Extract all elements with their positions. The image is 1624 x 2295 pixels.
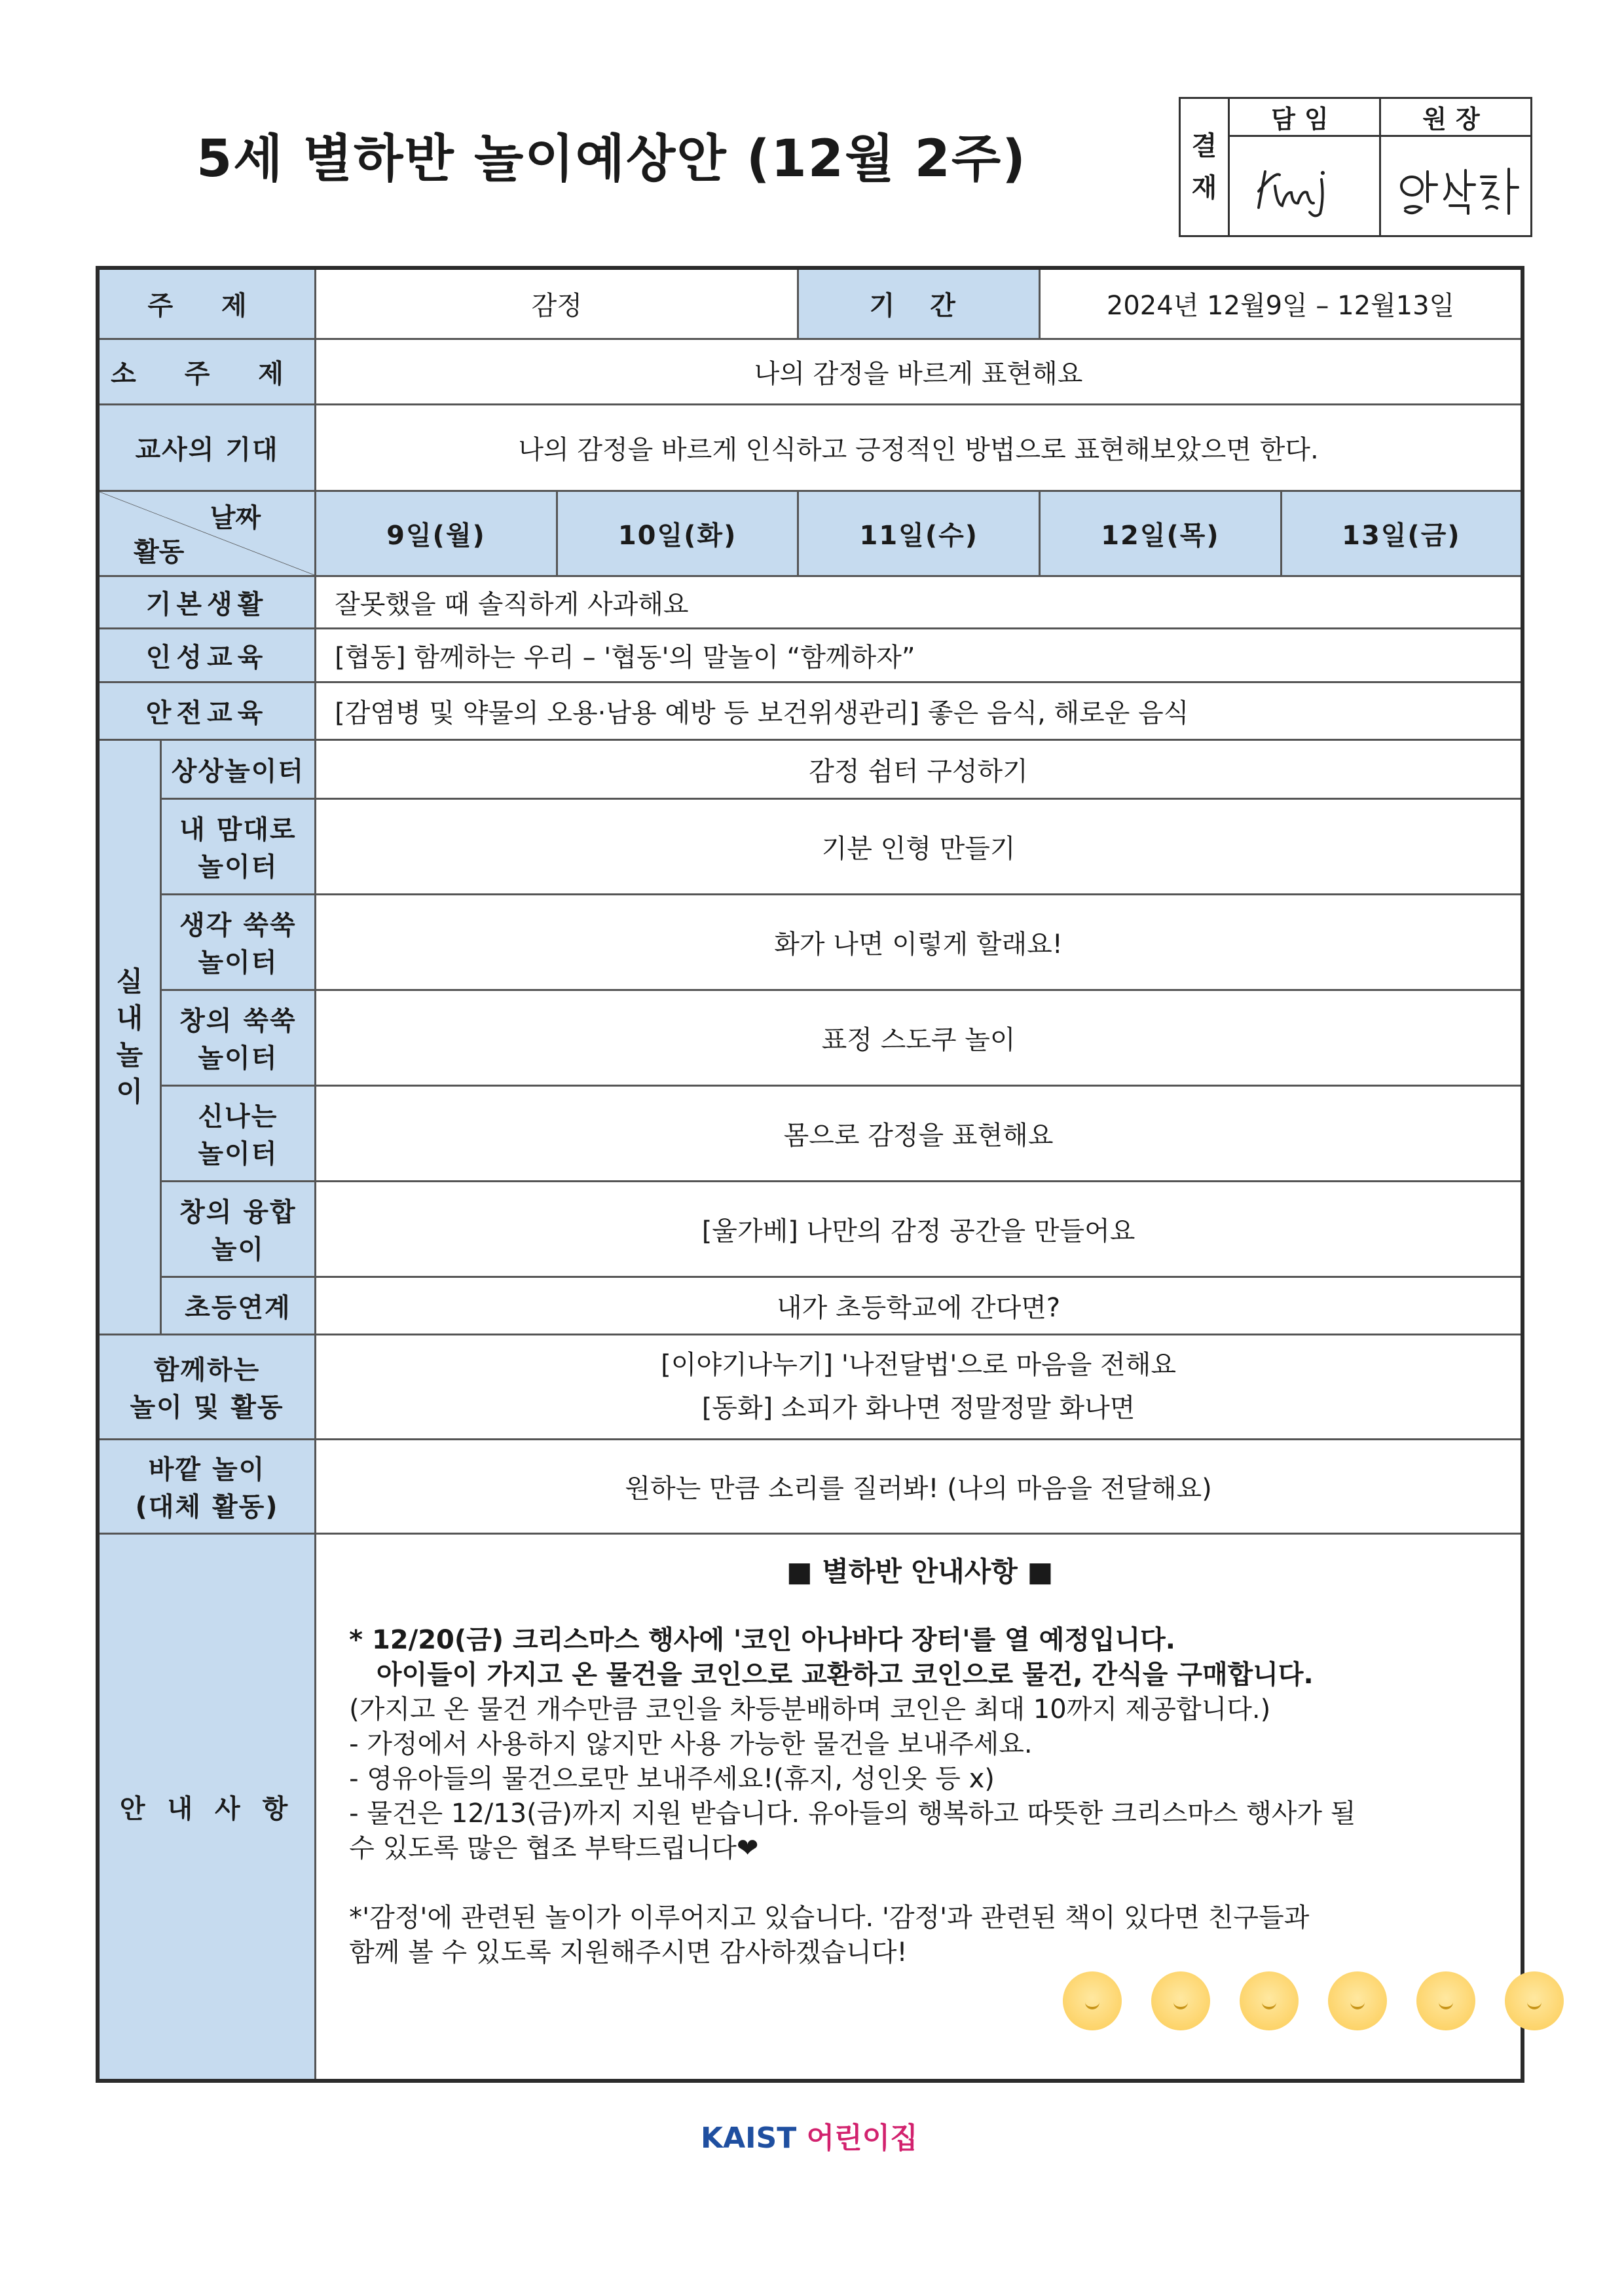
notice-closing-line: 함께 볼 수 있도록 지원해주시면 감사하겠습니다! — [349, 1937, 908, 1968]
smiley-icon — [1240, 1971, 1299, 2030]
indoor-label-char: 내 — [116, 1002, 143, 1034]
indoor-row-label — [160, 798, 315, 894]
together-label — [98, 1334, 316, 1439]
teacher-signature-icon — [1239, 145, 1370, 224]
together-label-line: 함께하는 — [153, 1355, 261, 1385]
safety-edu-label: 안전교육 — [98, 682, 316, 739]
indoor-row-value: 몸으로 감정을 표현해요 — [316, 1085, 1522, 1181]
smiley-icon — [1328, 1971, 1387, 2030]
safety-edu-value: [감염병 및 약물의 오용·남용 예방 등 보건위생관리] 좋은 음식, 해로운 음식 — [316, 682, 1522, 739]
indoor-row-label — [160, 1085, 315, 1181]
notice-line: - 가정에서 사용하지 않지만 사용 가능한 물건을 보내주세요. — [349, 1728, 1033, 1759]
smiley-icon — [1151, 1971, 1210, 2030]
notice-bold-line: * 12/20(금) 크리스마스 행사에 '코인 아나바다 장터'를 열 예정입니다. — [349, 1624, 1175, 1655]
indoor-row-label — [160, 990, 315, 1085]
notice-label: 안 내 사 항 — [98, 1533, 316, 2081]
day-header-3: 11일(수) — [798, 491, 1040, 576]
together-value-line: [동화] 소피가 화나면 정말정말 화나면 — [701, 1393, 1135, 1423]
indoor-row-label-line: 놀이터 — [198, 852, 278, 882]
indoor-row-value: 기분 인형 만들기 — [316, 798, 1522, 894]
date-activity-header — [98, 491, 316, 576]
theme-label: 주 제 — [98, 268, 316, 339]
character-edu-value: [협동] 함께하는 우리 – '협동'의 말놀이 “함께하자” — [316, 628, 1522, 682]
indoor-row-label-line: 놀이터 — [198, 1043, 278, 1073]
indoor-row-label — [160, 894, 315, 990]
indoor-row-value: 화가 나면 이렇게 할래요! — [316, 894, 1522, 990]
indoor-row-label-line: 놀이터 — [198, 1139, 278, 1169]
diagonal-line-icon — [100, 492, 314, 575]
date-label: 날짜 — [210, 502, 261, 533]
basic-life-label: 기본생활 — [98, 576, 316, 628]
indoor-row-label-line: 창의 융합 — [179, 1197, 297, 1227]
outdoor-label-line: (대체 활동) — [135, 1492, 279, 1522]
logo-daycare-text: 어린이집 — [806, 2121, 918, 2155]
notice-line: (가지고 온 물건 개수만큼 코인을 차등분배하며 코인은 최대 10까지 제공합니다.) — [349, 1694, 1271, 1725]
together-label-line: 놀이 및 활동 — [130, 1392, 284, 1423]
character-edu-label: 인성교육 — [98, 628, 316, 682]
logo-kaist-text: KAIST — [701, 2121, 797, 2155]
notice-title: ■ 별하반 안내사항 ■ — [786, 1555, 1054, 1588]
day-header-4: 12일(목) — [1040, 491, 1282, 576]
smiley-icon — [1416, 1971, 1475, 2030]
indoor-row-value: [울가베] 나만의 감정 공간을 만들어요 — [316, 1181, 1522, 1277]
director-signature — [1380, 136, 1532, 236]
notice-bold-line: 아이들이 가지고 온 물건을 코인으로 교환하고 코인으로 물건, 간식을 구매합니다. — [349, 1659, 1314, 1690]
teacher-signature — [1229, 136, 1380, 236]
notice-line: - 영유아들의 물건으로만 보내주세요!(휴지, 성인옷 등 x) — [349, 1763, 995, 1794]
lesson-plan-table — [96, 266, 1524, 2083]
approval-label-1: 결 — [1191, 131, 1217, 161]
together-value — [316, 1334, 1522, 1439]
indoor-row-label-line: 신나는 — [198, 1102, 278, 1132]
expectation-value: 나의 감정을 바르게 인식하고 긍정적인 방법으로 표현해보았으면 한다. — [316, 404, 1522, 491]
outdoor-label — [98, 1439, 316, 1533]
indoor-label-char: 놀 — [116, 1039, 143, 1071]
indoor-row-label-line: 생각 쑥쑥 — [179, 910, 297, 941]
approval-box — [1179, 97, 1532, 237]
indoor-row-value: 감정 쉼터 구성하기 — [316, 739, 1522, 798]
day-header-1: 9일(월) — [316, 491, 557, 576]
smiley-icon — [1063, 1971, 1122, 2030]
director-signature-icon — [1387, 145, 1524, 224]
indoor-label-char: 이 — [116, 1075, 143, 1108]
approval-header-director: 원장 — [1380, 98, 1532, 136]
subtheme-value: 나의 감정을 바르게 표현해요 — [316, 339, 1522, 404]
approval-header-teacher: 담임 — [1229, 98, 1380, 136]
indoor-row-label — [160, 1181, 315, 1277]
outdoor-label-line: 바깥 놀이 — [148, 1455, 266, 1485]
indoor-label-char: 실 — [116, 965, 143, 998]
notice-line: - 물건은 12/13(금)까지 지원 받습니다. 유아들의 행복하고 따뜻한 크리스마스 행사가 될 — [349, 1798, 1356, 1829]
day-header-5: 13일(금) — [1281, 491, 1522, 576]
indoor-row-label-line: 내 맘대로 — [179, 815, 297, 845]
smiley-row — [1063, 1971, 1490, 2030]
indoor-row-label: 초등연계 — [160, 1277, 315, 1334]
subtheme-label: 소 주 제 — [98, 339, 316, 404]
page-title: 5세 별하반 놀이예상안 (12월 2주) — [196, 130, 1027, 189]
theme-value: 감정 — [316, 268, 798, 339]
together-value-line: [이야기나누기] '나전달법'으로 마음을 전해요 — [661, 1350, 1176, 1380]
indoor-row-value: 내가 초등학교에 간다면? — [316, 1277, 1522, 1334]
notice-content — [316, 1533, 1522, 2081]
expectation-label: 교사의 기대 — [98, 404, 316, 491]
indoor-row-value: 표정 스도쿠 놀이 — [316, 990, 1522, 1085]
activity-label: 활동 — [134, 536, 185, 567]
smiley-icon — [1505, 1971, 1564, 2030]
indoor-play-label — [98, 739, 160, 1334]
indoor-row-label-line: 창의 쑥쑥 — [179, 1006, 297, 1036]
notice-closing-line: *'감정'에 관련된 놀이가 이루어지고 있습니다. '감정'과 관련된 책이 있다면 친구들과 — [349, 1902, 1310, 1933]
outdoor-value: 원하는 만큼 소리를 질러봐! (나의 마음을 전달해요) — [316, 1439, 1522, 1533]
kaist-daycare-logo — [701, 2114, 918, 2156]
indoor-row-label: 상상놀이터 — [160, 739, 315, 798]
basic-life-value: 잘못했을 때 솔직하게 사과해요 — [316, 576, 1522, 628]
notice-line: 수 있도록 많은 협조 부탁드립니다❤ — [349, 1833, 759, 1863]
period-value: 2024년 12월9일 – 12월13일 — [1040, 268, 1522, 339]
approval-side-label — [1180, 98, 1229, 236]
indoor-row-label-line: 놀이터 — [198, 948, 278, 978]
approval-label-2: 재 — [1191, 173, 1217, 203]
period-label: 기 간 — [798, 268, 1040, 339]
indoor-row-label-line: 놀이 — [211, 1235, 265, 1265]
day-header-2: 10일(화) — [557, 491, 798, 576]
